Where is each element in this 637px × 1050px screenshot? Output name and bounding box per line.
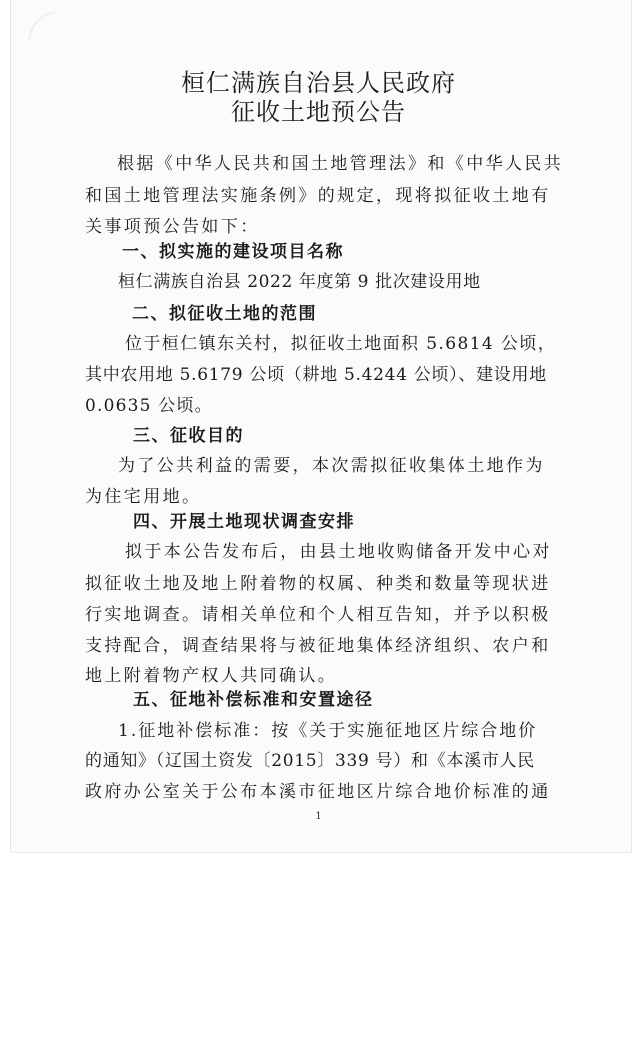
paragraph-line: 0.0635 公顷。: [85, 396, 213, 416]
section-heading: 三、征收目的: [133, 426, 244, 446]
paragraph-line: 其中农用地 5.6179 公顷（耕地 5.4244 公顷）、建设用地: [85, 365, 547, 385]
paragraph-line: 行实地调查。请相关单位和个人相互告知，并予以积极: [85, 605, 551, 625]
scan-artifact-icon: [25, 6, 65, 46]
paragraph-line: 关事项预公告如下：: [85, 217, 260, 237]
document-title: 桓仁满族自治县人民政府: [181, 69, 456, 97]
paragraph-line: 根据《中华人民共和国土地管理法》和《中华人民共: [117, 154, 564, 174]
paragraph-line: 的通知》（辽国土资发〔2015〕339 号）和《本溪市人民: [85, 751, 535, 771]
document-subtitle: 征收土地预公告: [231, 98, 406, 126]
paragraph-line: 位于桓仁镇东关村，拟征收土地面积 5.6814 公顷，: [125, 334, 557, 354]
paragraph-line: 拟于本公告发布后，由县土地收购储备开发中心对: [125, 542, 552, 562]
page-number: 1: [315, 811, 322, 822]
section-heading: 五、征地补偿标准和安置途径: [133, 690, 374, 710]
section-heading: 四、开展土地现状调查安排: [133, 512, 355, 532]
paragraph-line: 1.征地补偿标准：按《关于实施征地区片综合地价: [118, 721, 538, 741]
paragraph-line: 政府办公室关于公布本溪市征地区片综合地价标准的通: [85, 782, 551, 802]
section-heading: 二、拟征收土地的范围: [132, 304, 317, 324]
paragraph-line: 支持配合，调查结果将与被征地集体经济组织、农户和: [85, 636, 551, 656]
paragraph-line: 桓仁满族自治县 2022 年度第 9 批次建设用地: [118, 272, 481, 292]
paragraph-line: 地上附着物产权人共同确认。: [85, 666, 338, 686]
paragraph-line: 为了公共利益的需要，本次需拟征收集体土地作为: [118, 456, 545, 476]
paragraph-line: 拟征收土地及地上附着物的权属、种类和数量等现状进: [85, 574, 551, 594]
paragraph-line: 和国土地管理法实施条例》的规定，现将拟征收土地有: [85, 186, 551, 206]
paragraph-line: 为住宅用地。: [85, 487, 202, 507]
section-heading: 一、拟实施的建设项目名称: [122, 242, 344, 262]
